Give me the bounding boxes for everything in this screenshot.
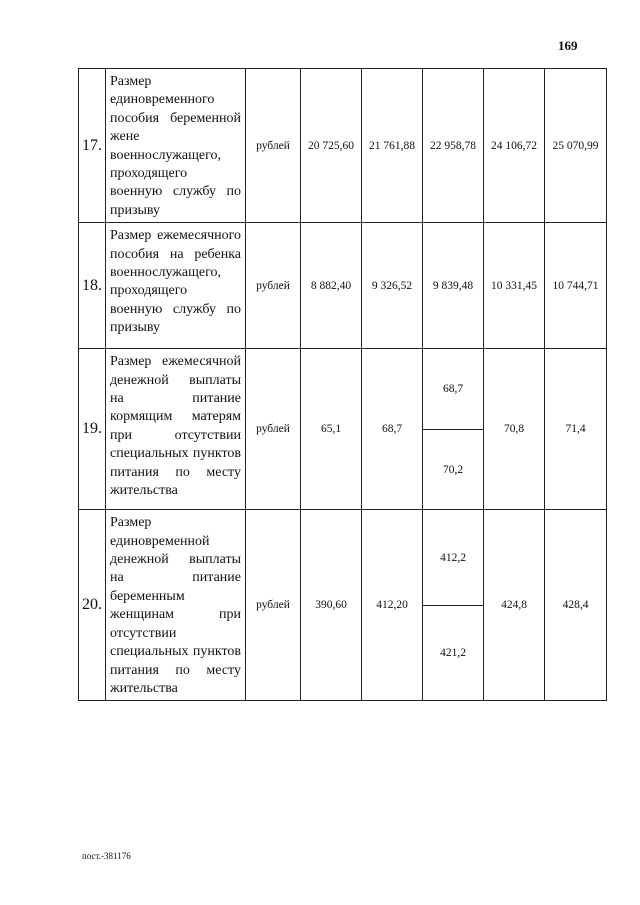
value-cell: 65,1 <box>301 349 362 510</box>
value-cell: 24 106,72 <box>484 69 545 223</box>
value-cell: 390,60 <box>301 510 362 701</box>
split-value-cell <box>423 349 484 510</box>
value-cell-upper: 68,7 <box>423 349 483 430</box>
row-number: 20. <box>79 510 106 701</box>
table-row <box>79 510 607 701</box>
value-cell: 68,7 <box>362 349 423 510</box>
value-cell: 9 326,52 <box>362 223 423 349</box>
unit-cell: рублей <box>246 69 301 223</box>
value-cell: 9 839,48 <box>423 223 484 349</box>
value-cell-lower: 421,2 <box>440 647 466 660</box>
value-cell: 20 725,60 <box>301 69 362 223</box>
row-description: Размер ежемесячной денежной выплаты на питание кормящим матерям при отсутствии специальных пунктов питания по месту жительства <box>106 349 246 510</box>
value-cell-lower: 70,2 <box>442 463 464 476</box>
unit-cell: рублей <box>246 223 301 349</box>
row-number: 17. <box>79 69 106 223</box>
value-cell: 428,4 <box>545 510 607 701</box>
value-cell: 70,8 <box>484 349 545 510</box>
value-cell: 424,8 <box>484 510 545 701</box>
unit-cell: рублей <box>246 510 301 701</box>
unit-cell: рублей <box>246 349 301 510</box>
split-value-cell <box>423 510 484 701</box>
row-description: Размер единовременной денежной выплаты на питание беременным женщинам при отсутствии специальных пунктов питания по месту жительства <box>106 510 246 701</box>
row-number: 19. <box>79 349 106 510</box>
row-description: Размер ежемесячного пособия на ребенка военнослужащего, проходящего военную службу по призыву <box>106 223 246 349</box>
value-cell: 71,4 <box>545 349 607 510</box>
value-cell: 412,20 <box>362 510 423 701</box>
value-cell: 10 744,71 <box>545 223 607 349</box>
benefits-table <box>78 68 607 701</box>
row-number: 18. <box>79 223 106 349</box>
value-cell: 25 070,99 <box>545 69 607 223</box>
page-number: 169 <box>558 38 578 53</box>
table-row <box>79 223 607 349</box>
value-cell-upper: 412,2 <box>423 510 483 606</box>
value-cell: 22 958,78 <box>423 69 484 223</box>
table-row <box>79 349 607 510</box>
row-description: Размер единовременного пособия беременной жене военнослужащего, проходящего военную службу по призыву <box>106 69 246 223</box>
value-cell: 10 331,45 <box>484 223 545 349</box>
value-cell: 8 882,40 <box>301 223 362 349</box>
table-row <box>79 69 607 223</box>
value-cell: 21 761,88 <box>362 69 423 223</box>
footer-reference: пост.-381176 <box>82 851 131 861</box>
